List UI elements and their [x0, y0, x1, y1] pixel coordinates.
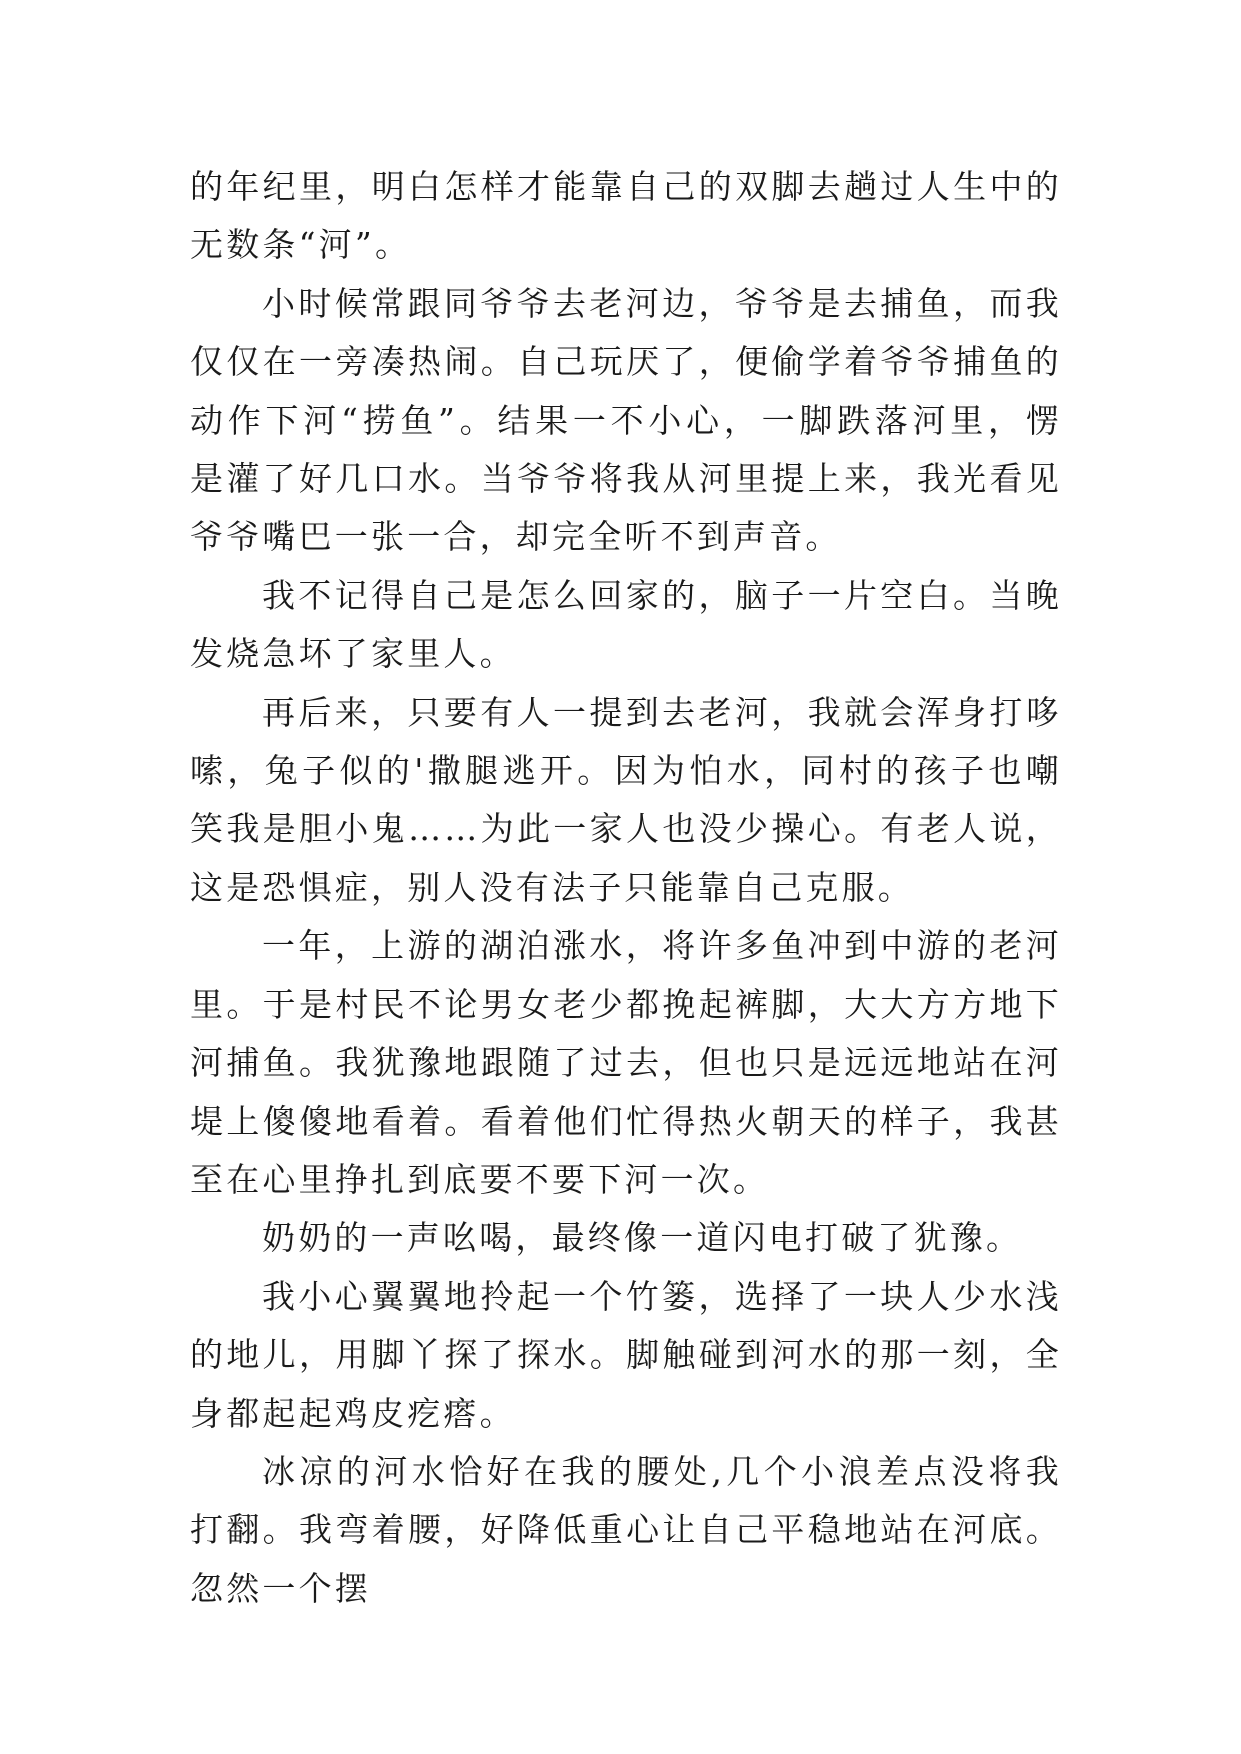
- paragraph-7: 我小心翼翼地拎起一个竹篓，选择了一块人少水浅的地儿，用脚丫探了探水。脚触碰到河水的那一刻，全身都起起鸡皮疙瘩。: [190, 1276, 1062, 1433]
- paragraph-4: 再后来，只要有人一提到去老河，我就会浑身打哆嗦，兔子似的'撒腿逃开。因为怕水，同村的孩子也嘲笑我是胆小鬼……为此一家人也没少操心。有老人说，这是恐惧症，别人没有法子只能靠自己克服。: [190, 692, 1062, 907]
- paragraph-6: 奶奶的一声吆喝，最终像一道闪电打破了犹豫。: [262, 1218, 1023, 1258]
- paragraph-1: 的年纪里，明白怎样才能靠自己的双脚去趟过人生中的无数条“河”。: [190, 167, 1062, 265]
- paragraph-8: 冰凉的河水恰好在我的腰处,几个小浪差点没将我打翻。我弯着腰，好降低重心让自己平稳地站在河底。忽然一个摆: [190, 1451, 1062, 1608]
- paragraph-3: 我不记得自己是怎么回家的，脑子一片空白。当晚发烧急坏了家里人。: [190, 575, 1062, 674]
- body-text: [190, 158, 1062, 1618]
- paragraph-5: 一年，上游的湖泊涨水，将许多鱼冲到中游的老河里。于是村民不论男女老少都挽起裤脚，大大方方地下河捕鱼。我犹豫地跟随了过去，但也只是远远地站在河堤上傻傻地看着。看着他们忙得热火朝天的样子，我甚至在心里挣扎到底要不要下河一次。: [190, 926, 1062, 1199]
- paragraph-2: 小时候常跟同爷爷去老河边，爷爷是去捕鱼，而我仅仅在一旁凑热闹。自己玩厌了，便偷学着爷爷捕鱼的动作下河“捞鱼”。结果一不小心，一脚跌落河里，愣是灌了好几口水。当爷爷将我从河里提上来，我光看见爷爷嘴巴一张一合，却完全听不到声音。: [190, 283, 1062, 557]
